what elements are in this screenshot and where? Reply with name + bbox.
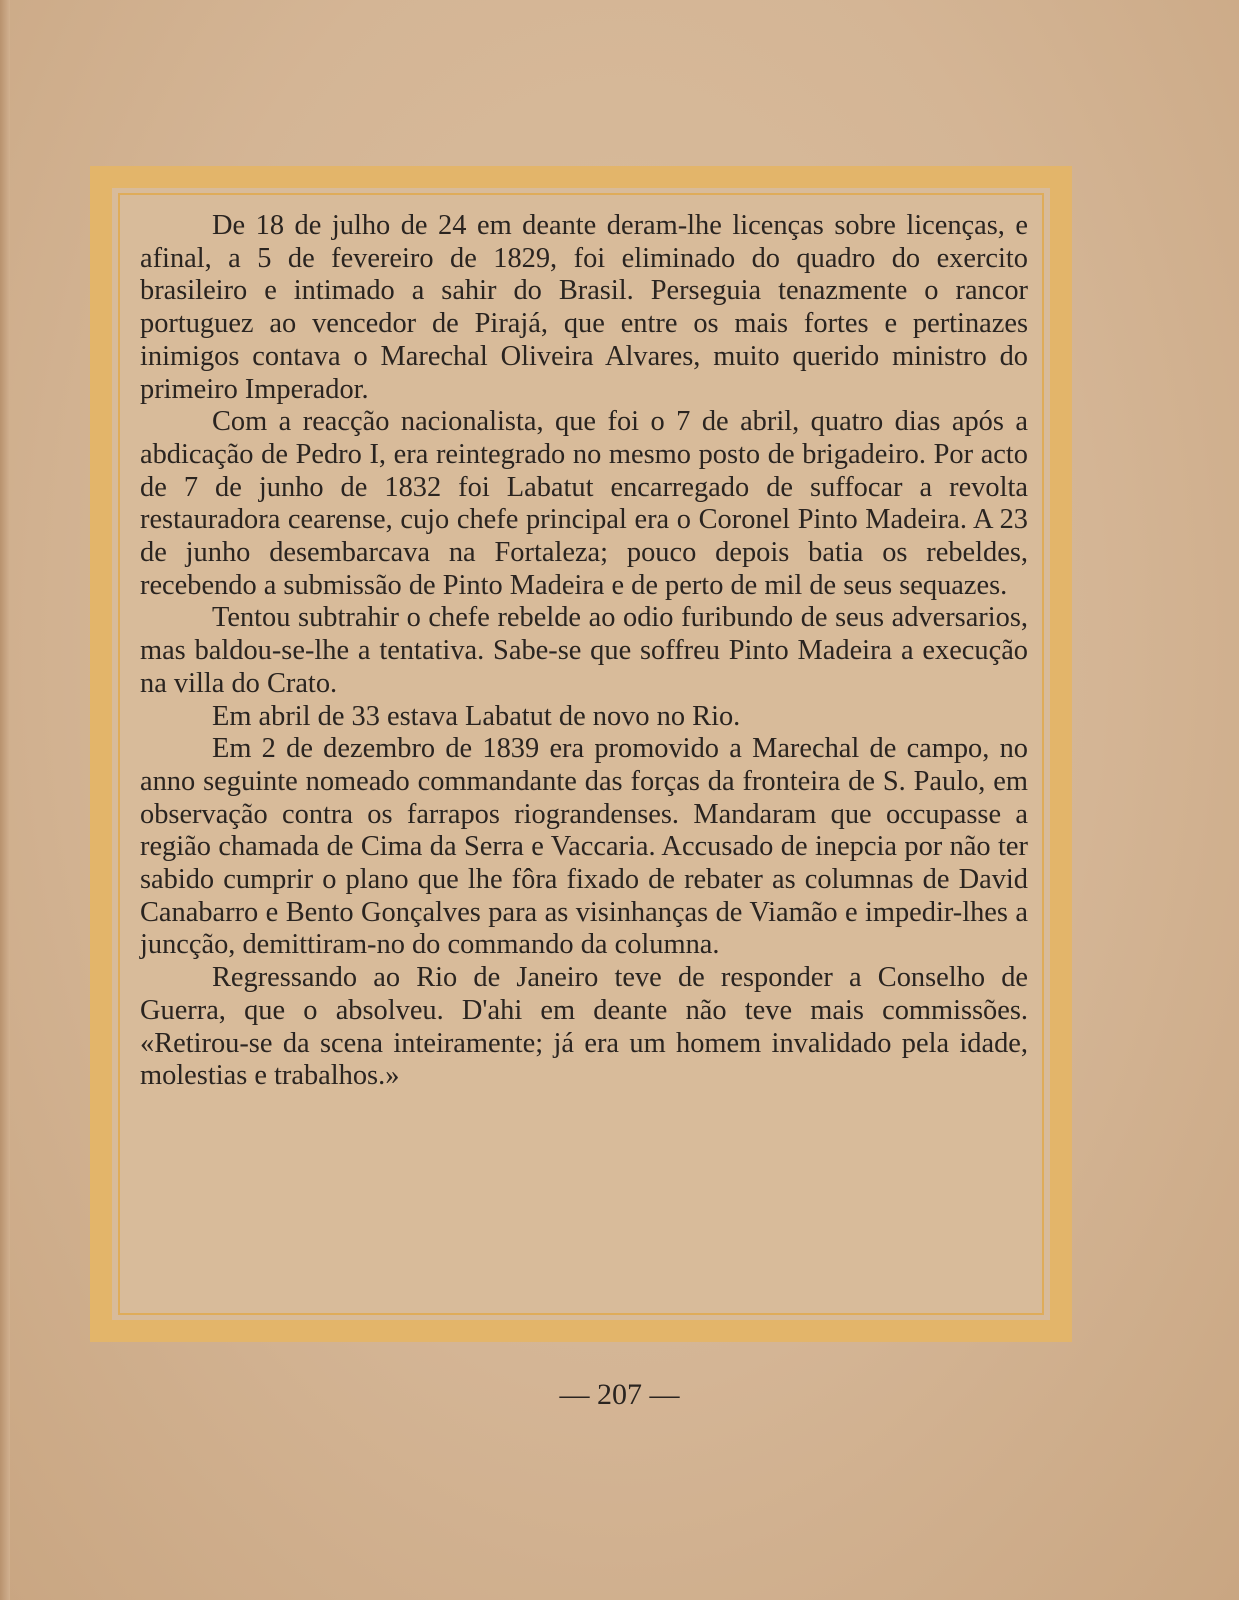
page-number: — 207 — bbox=[559, 1378, 680, 1411]
paragraph-5: Em 2 de dezembro de 1839 era promovido a Marechal de campo, no anno seguinte nomeado commandante das forças da fronteira de S. Paulo, em observação contra os farrapos riograndenses. Mandaram que occupasse a região chamada de Cima da Serra e Vaccaria. Accusado de inepcia por não ter sabido cumprir o plano que lhe fôra fixado de rebater as columnas de David Canabarro e Bento Gonçalves para as visinhanças de Viamão e impedir-lhes a juncção, demittiram-no do commando da columna. bbox=[140, 733, 1028, 961]
paragraph-4: Em abril de 33 estava Labatut de novo no Rio. bbox=[212, 700, 741, 732]
page-edge-shadow bbox=[0, 0, 10, 1600]
body-text bbox=[140, 210, 1028, 1093]
paragraph-2: Com a reacção nacionalista, que foi o 7 de abril, quatro dias após a abdicação de Pedro I, era reintegrado no mesmo posto de brigadeiro. Por acto de 7 de junho de 1832 foi Labatut encarregado de suffocar a revolta restauradora cearense, cujo chefe principal era o Coronel Pinto Madeira. A 23 de junho desembarcava na Fortaleza; pouco depois batia os rebeldes, recebendo a submissão de Pinto Madeira e de perto de mil de seus sequazes. bbox=[140, 406, 1028, 601]
paragraph-6: Regressando ao Rio de Janeiro teve de responder a Conselho de Guerra, que o absolveu. D'ahi em deante não teve mais commissões. «Retirou-se da scena inteiramente; já era um homem invalidado pela idade, molestias e trabalhos.» bbox=[140, 962, 1028, 1092]
paragraph-3: Tentou subtrahir o chefe rebelde ao odio furibundo de seus adversarios, mas baldou-se-lhe a tentativa. Sabe-se que soffreu Pinto Madeira a execução na villa do Crato. bbox=[140, 602, 1028, 699]
paragraph-1: De 18 de julho de 24 em deante deram-lhe licenças sobre licenças, e afinal, a 5 de fevereiro de 1829, foi eliminado do quadro do exercito brasileiro e intimado a sahir do Brasil. Perseguia tenazmente o rancor portuguez ao vencedor de Pirajá, que entre os mais fortes e pertinazes inimigos contava o Marechal Oliveira Alvares, muito querido ministro do primeiro Imperador. bbox=[140, 210, 1028, 405]
